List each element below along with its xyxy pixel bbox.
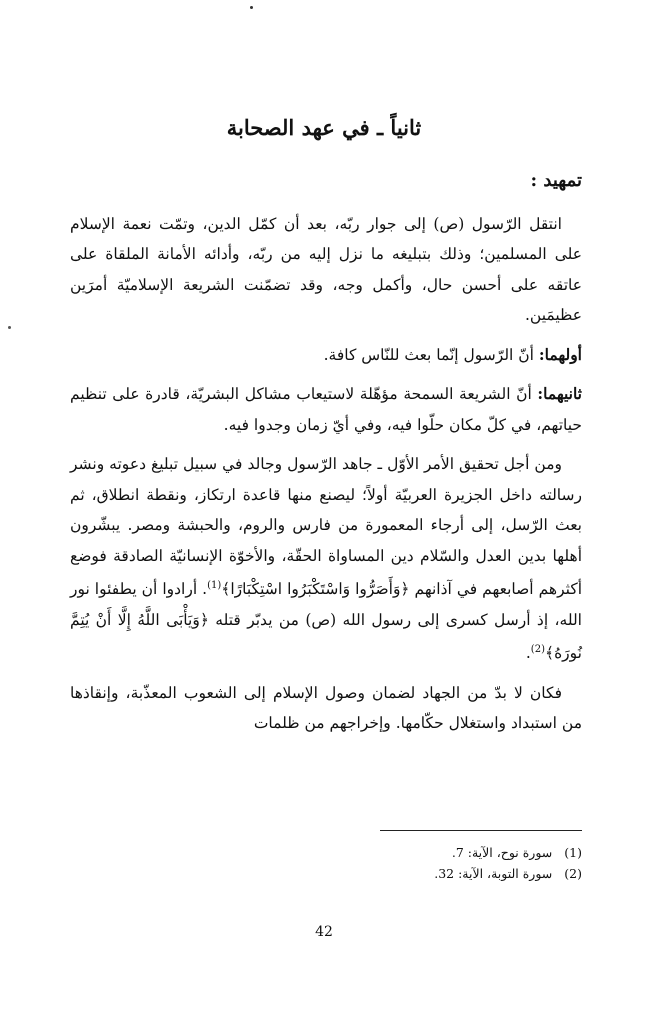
quran-verse-nuh: ﴿وَأَصَرُّوا وَاسْتَكْبَرُوا اسْتِكْبَارًا﴾ xyxy=(221,580,410,599)
paragraph-jihad-mission xyxy=(70,449,582,669)
paragraph-intro: انتقل الرّسول (ص) إلى جوار ربّه، بعد أن كمّل الدين، وتمّت نعمة الإسلام على المسلمين؛ وذلك بتبليغه ما نزل إليه من ربّه، وأدائه الأمانة الملقاة على عاتقه على أحسن حال، وأكمل وجه، وقد تضمّنت الشريعة الإسلاميّة أمرَين عظيمَين. xyxy=(70,214,582,324)
footnotes xyxy=(70,842,582,884)
first-point-text: أنّ الرّسول إنّما بعث للنّاس كافة. xyxy=(323,345,534,364)
second-point-label: ثانيهما: xyxy=(537,384,582,403)
footnote-ref-2: (2) xyxy=(530,644,545,656)
first-point-label: أولهما: xyxy=(538,344,582,364)
second-point-text: أنّ الشريعة السمحة مؤهّلة لاستيعاب مشاكل البشريّة، قادرة على تنظيم حياتهم، في كلّ مكان حلّوا فيه، وفي أيّ زمان وجدوا فيه. xyxy=(70,385,582,434)
footnote-ref-1: (1) xyxy=(207,580,222,591)
mission-text-b: . أرادوا أن يطفئوا نور الله، إذ أرسل كسرى إلى رسول الله (ص) من يدبّر قتله xyxy=(70,580,582,629)
page-number: 42 xyxy=(315,924,333,940)
body-text xyxy=(70,166,582,739)
footnote-number: (2) xyxy=(564,866,582,881)
paragraph-second-point xyxy=(70,379,582,440)
quran-verse-tawba: ﴿وَيَأْبَى اللَّهُ إِلَّا أَنْ يُتِمَّ نُورَهُ﴾ xyxy=(70,610,582,663)
mission-text-end: . xyxy=(525,644,531,663)
paragraph-necessity: فكان لا بدّ من الجهاد لضمان وصول الإسلام إلى الشعوب المعذّبة، وإنقاذها من استبداد واستغلال حكّامها. وإخراجهم من ظلمات xyxy=(70,683,582,733)
footnote-text: سورة التوبة، الآية: 32. xyxy=(434,866,553,881)
footnote-number: (1) xyxy=(564,845,582,860)
printing-dot xyxy=(250,6,253,9)
footnote-item xyxy=(70,863,582,884)
footnote-divider xyxy=(380,830,582,831)
footnote-item xyxy=(70,842,582,863)
chapter-title: ثانياً ـ في عهد الصحابة xyxy=(226,115,422,140)
section-heading: تمهيد : xyxy=(530,170,582,191)
mission-text-a: ومن أجل تحقيق الأمر الأوّل ـ جاهد الرّسول وجالد في سبيل تبليغ دعوته ونشر رسالته داخل الجزيرة العربيّة أولاً؛ ليصنع منها قاعدة ارتكاز، ونقطة انطلاق، ثم بعث الرّسل، إلى أرجاء المعمورة من فارس والروم، والحبشة ومصر. يبشّرون أهلها بدين العدل والسّلام دين المساواة الحقّة، والأخوّة الإنسانيّة الصادقة فوضع أكثرهم أصابعهم في آذانهم xyxy=(70,455,583,599)
footnote-text: سورة نوح، الآية: 7. xyxy=(451,845,553,860)
paragraph-first-point xyxy=(70,340,582,371)
scan-mark xyxy=(8,326,11,329)
